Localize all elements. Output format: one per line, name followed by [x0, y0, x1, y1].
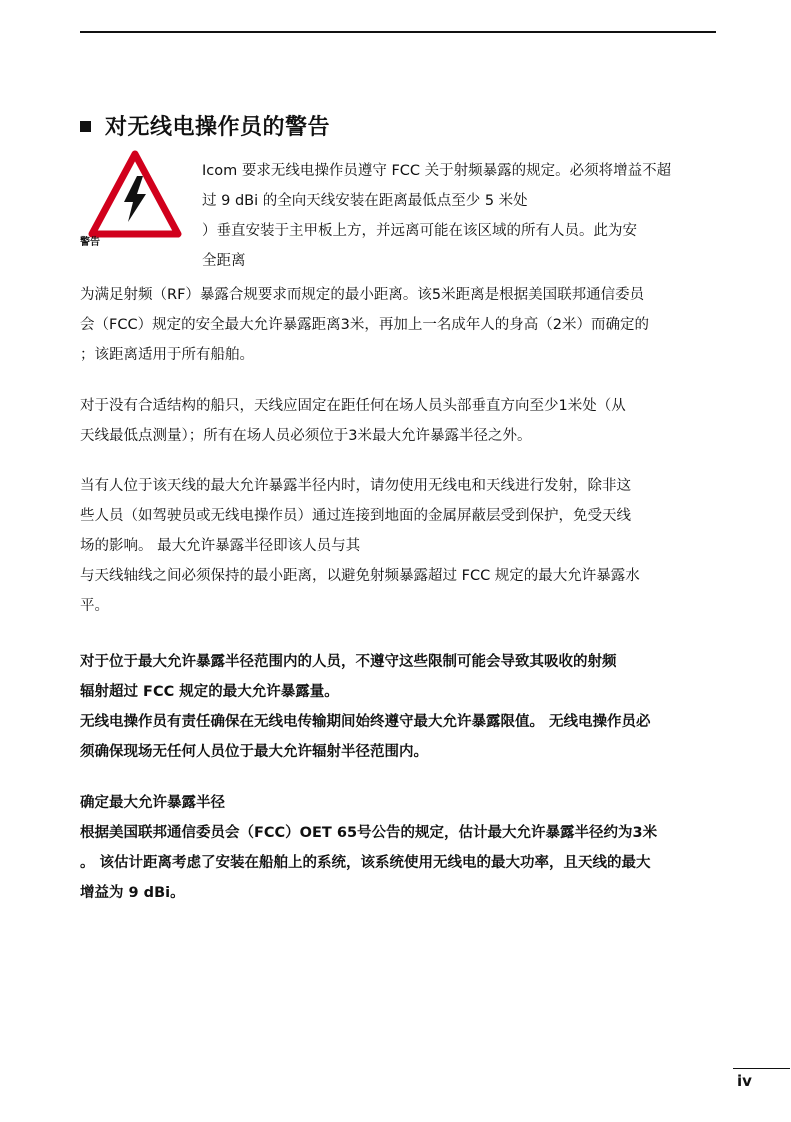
top-rule — [80, 31, 716, 33]
bold-warning-paragraph — [80, 647, 651, 767]
intro-paragraph — [202, 156, 671, 276]
text-line: 根据美国联邦通信委员会（FCC）OET 65号公告的规定，估计最大允许暴露半径约为3米 — [80, 825, 658, 841]
text-line: 对于没有合适结构的船只，天线应固定在距任何在场人员头部垂直方向至少1米处（从 — [80, 398, 626, 414]
warning-label: 警告 — [80, 237, 100, 248]
text-line: 为满足射频（RF）暴露合规要求而规定的最小距离。该5米距离是根据美国联邦通信委员 — [80, 287, 645, 303]
paragraph-transmit-caution — [80, 471, 640, 621]
text-line: 对于位于最大允许暴露半径范围内的人员，不遵守这些限制可能会导致其吸收的射频 — [80, 654, 617, 670]
text-line: 。 该估计距离考虑了安装在船舶上的系统，该系统使用无线电的最大功率，且天线的最大 — [80, 855, 651, 871]
text-line: 无线电操作员有责任确保在无线电传输期间始终遵守最大允许暴露限值。 无线电操作员必 — [80, 714, 651, 730]
text-line: 过 9 dBi 的全向天线安装在距离最低点至少 5 米处 — [202, 193, 528, 209]
paragraph-min-distance — [80, 280, 649, 370]
text-line: 增益为 9 dBi。 — [80, 885, 185, 901]
footer-rule — [733, 1068, 790, 1069]
square-bullet-icon — [80, 121, 91, 132]
text-line: Icom 要求无线电操作员遵守 FCC 关于射频暴露的规定。必须将增益不超 — [202, 163, 672, 179]
paragraph-no-structure — [80, 391, 626, 451]
text-line: 与天线轴线之间必须保持的最小距离，以避免射频暴露超过 FCC 规定的最大允许暴露水 — [80, 568, 640, 584]
high-voltage-warning-icon — [88, 150, 182, 238]
text-line: 当有人位于该天线的最大允许暴露半径内时，请勿使用无线电和天线进行发射，除非这 — [80, 478, 631, 494]
text-line: 辐射超过 FCC 规定的最大允许暴露量。 — [80, 684, 339, 700]
mpe-radius-paragraph — [80, 788, 657, 908]
text-line: 平。 — [80, 598, 109, 614]
page-number: iv — [737, 1072, 752, 1090]
text-line: 须确保现场无任何人员位于最大允许辐射半径范围内。 — [80, 744, 428, 760]
text-line: 会（FCC）规定的安全最大允许暴露距离3米，再加上一名成年人的身高（2米）而确定的 — [80, 317, 650, 333]
section-heading — [80, 110, 330, 141]
text-line: 天线最低点测量）；所有在场人员必须位于3米最大允许暴露半径之外。 — [80, 428, 532, 444]
subheading: 确定最大允许暴露半径 — [80, 795, 225, 811]
text-line: 全距离 — [202, 253, 246, 269]
heading-text: 对无线电操作员的警告 — [105, 115, 331, 140]
text-line: ；该距离适用于所有船舶。 — [80, 347, 254, 363]
text-line: 场的影响。 最大允许暴露半径即该人员与其 — [80, 538, 361, 554]
text-line: ）垂直安装于主甲板上方，并远离可能在该区域的所有人员。此为安 — [202, 223, 637, 239]
text-line: 些人员（如驾驶员或无线电操作员）通过连接到地面的金属屏蔽层受到保护，免受天线 — [80, 508, 631, 524]
